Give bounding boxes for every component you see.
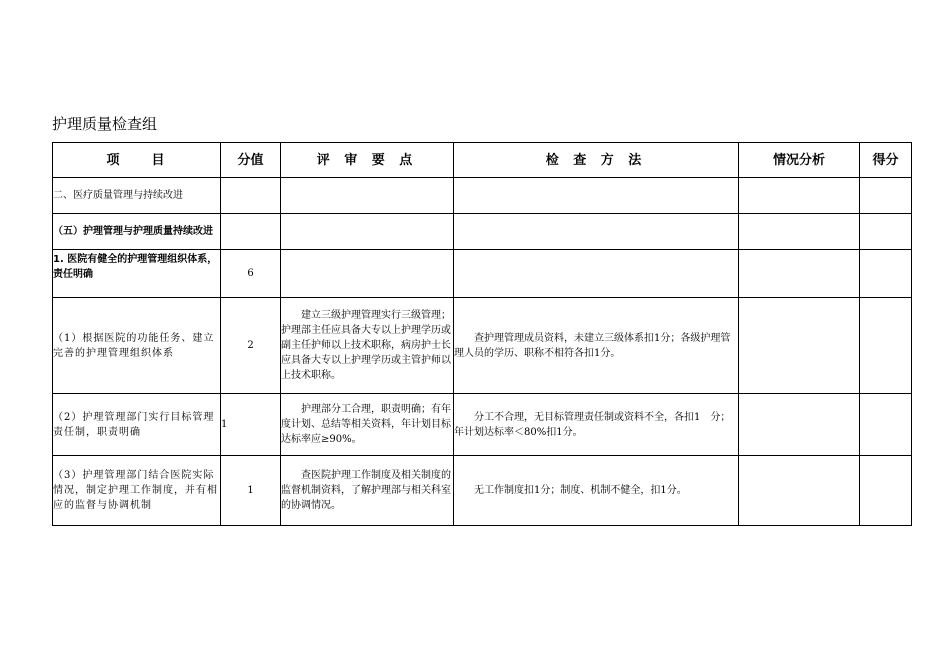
row-result (860, 456, 912, 526)
row-analysis (739, 214, 860, 250)
row-item: 1. 医院有健全的护理管理组织体系，责任明确 (53, 250, 221, 298)
header-check-method: 检 查 方 法 (454, 143, 739, 178)
row-points (281, 214, 454, 250)
row-item: （1）根据医院的功能任务、建立完善的护理管理组织体系 (53, 298, 221, 394)
row-analysis (739, 250, 860, 298)
row-method: 无工作制度扣1分；制度、机制不健全，扣1分。 (454, 456, 739, 526)
row-result (860, 250, 912, 298)
row-points: 护理部分工合理，职责明确；有年度计划、总结等相关资料，年计划目标达标率应≥90%。 (281, 394, 454, 456)
table-row (53, 250, 912, 298)
row-analysis (739, 178, 860, 214)
row-method (454, 214, 739, 250)
row-result (860, 214, 912, 250)
table-row (53, 178, 912, 214)
row-score (221, 214, 281, 250)
table-row (53, 394, 912, 456)
header-item: 项 目 (53, 143, 221, 178)
row-analysis (739, 394, 860, 456)
row-points (281, 178, 454, 214)
row-method: 分工不合理，无目标管理责任制或资料不全，各扣1 分；年计划达标率＜80%扣1分。 (454, 394, 739, 456)
row-score: 6 (221, 250, 281, 298)
table-row (53, 298, 912, 394)
row-result (860, 298, 912, 394)
header-result: 得分 (860, 143, 912, 178)
row-points (281, 250, 454, 298)
row-analysis (739, 298, 860, 394)
table-row (53, 456, 912, 526)
row-item: （3）护理管理部门结合医院实际情况，制定护理工作制度，并有相应的监督与协调机制 (53, 456, 221, 526)
row-method: 查护理管理成员资料，未建立三级体系扣1分；各级护理管理人员的学历、职称不相符各扣1分。 (454, 298, 739, 394)
document-title: 护理质量检查组 (52, 115, 158, 133)
row-result (860, 394, 912, 456)
header-review-points: 评 审 要 点 (281, 143, 454, 178)
inspection-table (52, 142, 912, 526)
row-score (221, 178, 281, 214)
row-score: 1 (221, 456, 281, 526)
header-analysis: 情况分析 (739, 143, 860, 178)
table-row (53, 214, 912, 250)
row-item: 二、医疗质量管理与持续改进 (53, 178, 221, 214)
row-result (860, 178, 912, 214)
row-item: （五）护理管理与护理质量持续改进 (53, 214, 221, 250)
row-score: 1 (221, 394, 281, 456)
row-analysis (739, 456, 860, 526)
row-method (454, 250, 739, 298)
row-method (454, 178, 739, 214)
row-score: 2 (221, 298, 281, 394)
row-points: 建立三级护理管理实行三级管理；护理部主任应具备大专以上护理学历或副主任护师以上技术职称，病房护士长应具备大专以上护理学历或主管护师以上技术职称。 (281, 298, 454, 394)
table-header-row (53, 143, 912, 178)
row-item: （2）护理管理部门实行目标管理责任制，职责明确 (53, 394, 221, 456)
header-score: 分值 (221, 143, 281, 178)
row-points: 查医院护理工作制度及相关制度的监督机制资料，了解护理部与相关科室的协调情况。 (281, 456, 454, 526)
